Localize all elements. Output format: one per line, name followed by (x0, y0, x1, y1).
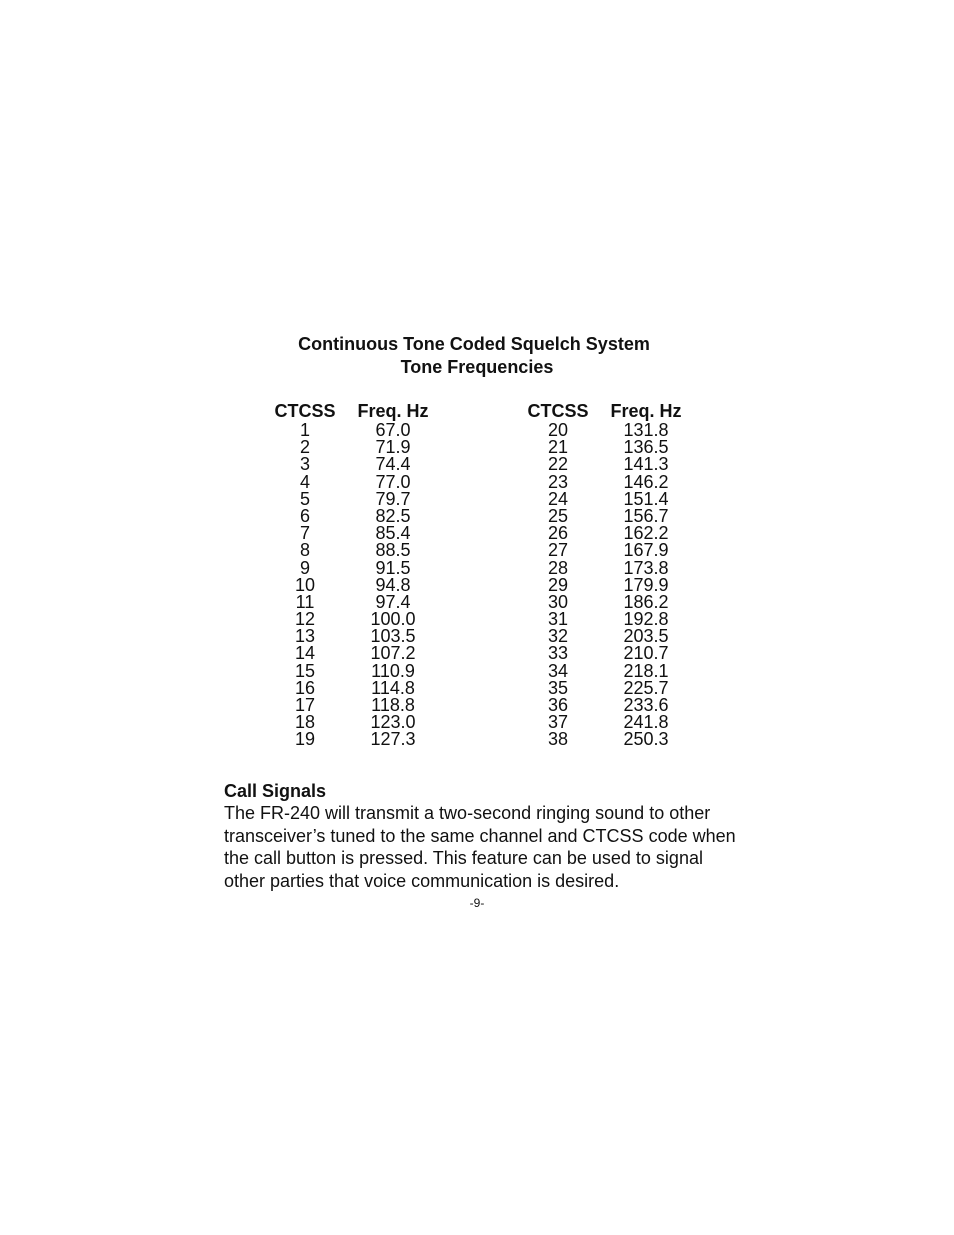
ctcss-code-cell: 8 (299, 540, 310, 561)
table-row (268, 439, 436, 456)
ctcss-code-cell: 33 (547, 643, 569, 664)
ctcss-code-cell: 27 (547, 540, 569, 561)
frequency-cell: 107.2 (370, 643, 416, 664)
frequency-cell: 233.6 (623, 695, 669, 715)
frequency-cell: 186.2 (623, 591, 669, 612)
table-row (268, 488, 436, 509)
frequency-cell: 162.2 (623, 523, 669, 544)
frequency-cell: 97.4 (375, 591, 411, 612)
frequency-cell: 167.9 (623, 540, 669, 561)
table-row (268, 542, 436, 559)
column-header-ctcss: CTCSS (274, 401, 336, 421)
ctcss-code-cell: 2 (299, 437, 310, 458)
ctcss-code-cell: 3 (299, 454, 310, 475)
frequency-cell: 203.5 (623, 626, 669, 647)
ctcss-table-left (268, 400, 436, 749)
frequency-cell: 118.8 (371, 695, 415, 715)
ctcss-code-cell: 21 (547, 437, 569, 458)
frequency-cell: 218.1 (623, 660, 669, 681)
frequency-cell: 156.7 (623, 505, 669, 526)
frequency-cell: 74.4 (375, 454, 411, 475)
table-row (521, 542, 689, 559)
ctcss-code-cell: 37 (547, 712, 569, 733)
frequency-cell: 173.8 (623, 557, 669, 578)
frequency-cell: 136.5 (623, 437, 669, 458)
ctcss-code-cell: 4 (299, 471, 310, 492)
frequency-cell: 91.5 (375, 557, 411, 578)
column-header-freq: Freq. Hz (357, 401, 429, 421)
frequency-cell: 123.0 (370, 712, 416, 733)
column-header-freq: Freq. Hz (610, 401, 682, 421)
ctcss-code-cell: 19 (294, 729, 316, 750)
frequency-cell: 88.5 (375, 540, 411, 561)
ctcss-code-cell: 11 (295, 591, 315, 612)
frequency-cell: 250.3 (623, 729, 669, 750)
frequency-cell: 114.8 (371, 677, 415, 698)
page-subtitle: Tone Frequencies (400, 357, 554, 377)
ctcss-code-cell: 38 (547, 729, 569, 750)
ctcss-code-cell: 24 (547, 488, 569, 509)
frequency-cell: 85.4 (375, 523, 411, 544)
frequency-cell: 71.9 (375, 437, 411, 458)
section-heading-call-signals: Call Signals (224, 781, 327, 801)
ctcss-code-cell: 7 (299, 523, 310, 544)
frequency-cell: 79.7 (375, 488, 411, 509)
table-row (268, 557, 436, 578)
frequency-cell: 241.8 (623, 712, 669, 733)
ctcss-code-cell: 26 (547, 523, 569, 544)
table-row (521, 731, 689, 748)
page-number: -9- (469, 896, 485, 910)
ctcss-code-cell: 1 (299, 420, 310, 440)
frequency-cell: 110.9 (371, 660, 415, 681)
call-signals-paragraph (224, 802, 734, 892)
ctcss-code-cell: 22 (547, 454, 569, 475)
frequency-cell: 192.8 (623, 609, 669, 630)
ctcss-code-cell: 14 (294, 643, 316, 664)
ctcss-code-cell: 30 (547, 591, 569, 612)
frequency-cell: 127.3 (370, 729, 416, 750)
paragraph-line: other parties that voice communication is desired. (224, 870, 620, 891)
table-body (521, 422, 689, 749)
table-row (268, 505, 436, 526)
frequency-cell: 67.0 (375, 420, 411, 440)
paragraph-line: transceiver’s tuned to the same channel and CTCSS code when (224, 825, 736, 846)
ctcss-code-cell: 34 (547, 660, 569, 681)
frequency-cell: 131.8 (623, 420, 669, 440)
frequency-cell: 225.7 (623, 677, 669, 698)
ctcss-code-cell: 6 (299, 505, 310, 526)
ctcss-code-cell: 17 (294, 695, 316, 715)
frequency-cell: 210.7 (623, 643, 669, 664)
ctcss-code-cell: 12 (294, 609, 316, 630)
ctcss-code-cell: 32 (547, 626, 569, 647)
ctcss-code-cell: 25 (547, 505, 569, 526)
paragraph-line: The FR-240 will transmit a two-second ringing sound to other (224, 803, 711, 823)
table-body (268, 422, 436, 749)
ctcss-code-cell: 36 (547, 695, 569, 715)
table-row (521, 456, 689, 473)
ctcss-code-cell: 23 (547, 471, 569, 492)
frequency-cell: 100.0 (370, 609, 416, 630)
frequency-cell: 94.8 (375, 574, 411, 595)
page-title: Continuous Tone Coded Squelch System (298, 334, 650, 354)
ctcss-code-cell: 31 (547, 609, 569, 630)
ctcss-code-cell: 13 (294, 626, 316, 647)
ctcss-code-cell: 9 (299, 557, 310, 578)
frequency-cell: 77.0 (375, 471, 411, 492)
frequency-cell: 151.4 (623, 488, 669, 509)
frequency-cell: 103.5 (370, 626, 416, 647)
ctcss-code-cell: 35 (547, 677, 569, 698)
frequency-cell: 179.9 (623, 574, 669, 595)
frequency-cell: 141.3 (623, 454, 669, 475)
frequency-cell: 146.2 (623, 471, 669, 492)
ctcss-code-cell: 10 (294, 574, 316, 595)
ctcss-table-right (521, 400, 689, 749)
paragraph-line: the call button is pressed. This feature can be used to signal (224, 848, 703, 869)
table-row (268, 525, 436, 542)
ctcss-code-cell: 29 (547, 574, 569, 595)
ctcss-code-cell: 16 (294, 677, 316, 698)
ctcss-code-cell: 15 (294, 660, 316, 681)
table-row (268, 574, 436, 595)
ctcss-code-cell: 20 (547, 420, 569, 440)
ctcss-code-cell: 18 (294, 712, 316, 733)
table-row (268, 731, 436, 748)
table-row (268, 422, 436, 439)
ctcss-code-cell: 28 (547, 557, 569, 578)
table-header-row (268, 400, 436, 422)
column-header-ctcss: CTCSS (527, 401, 589, 421)
ctcss-code-cell: 5 (299, 488, 310, 509)
table-row (268, 471, 436, 492)
frequency-cell: 82.5 (375, 505, 411, 526)
table-header-row (521, 400, 689, 422)
table-row (268, 456, 436, 473)
